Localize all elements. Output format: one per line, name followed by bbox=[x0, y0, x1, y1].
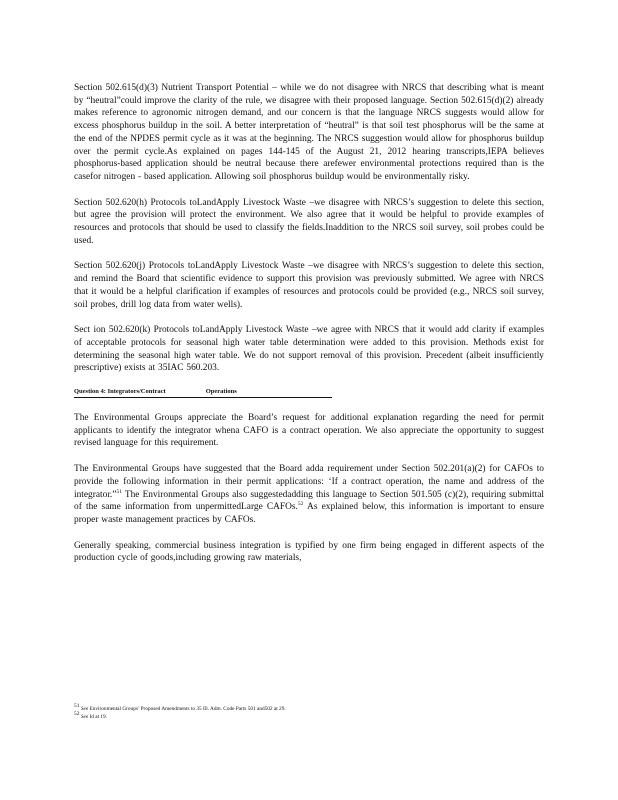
paragraph-appreciate-request: The Environmental Groups appreciate the Board’s request for additional explanation regarding the need for permit applicants to identify the integrator whena CAFO is a contract operation. We also appreciate the opportunity to suggest revised language for this requirement. bbox=[74, 413, 544, 449]
suggested-text-1: The Environmental Groups have suggested that the Board adda requirement under Section 502.201(a)(2) for CAFOs to provide the following information in their permit applications: ‘If a contract operation, the name and address of the integrator.” bbox=[74, 464, 544, 500]
footnote-see: See bbox=[80, 714, 89, 720]
footnote-text: Environmental Groups’ Proposed Amendments to 35 Ill. Adm. Code Parts 501 and502 at 29. bbox=[89, 706, 286, 712]
footnote-text: Id at 19. bbox=[89, 714, 108, 720]
suggested-text-3: As explained below, this information is important to ensure proper waste management practices by CAFOs. bbox=[74, 502, 545, 525]
footnote-ref-51[interactable]: 51 bbox=[116, 488, 122, 495]
footnote-52 bbox=[74, 713, 544, 721]
footnotes bbox=[74, 705, 544, 721]
footnote-number: 51 bbox=[74, 703, 80, 710]
paragraph-protocols-h: Section 502.620(h) Protocols toLandApply Livestock Waste –we disagree with NRCS’s suggestion to delete this section, but agree the provision will protect the environment. We also agree that it would be helpful to provide examples of resources and protocols that should be used to classify the fields.Inaddition to the NRCS soil survey, soil probes could be used. bbox=[74, 197, 544, 246]
paragraph-protocols-k: Sect ion 502.620(k) Protocols toLandApply Livestock Waste –we agree with NRCS that it would add clarity if examples of acceptable protocols for seasonal high water table determination were added to this provision. Methods exist for determining the seasonal high water table. We do not support removal of this provision. Precedent (albeit insufficiently prescriptive) exists at 35IAC 560.203. bbox=[74, 325, 544, 374]
paragraph-nutrient-transport: Section 502.615(d)(3) Nutrient Transport Potential – while we do not disagree with NRCS that describing what is meant by “heutral”could improve the clarity of the rule, we disagree with their proposed language. Section 502.615(d)(2) already makes reference to agronomic nitrogen demand, and our concern is that the language NRCS suggests would allow for excess phosphorus buildup in the soil. A better interpretation of “heutral” is that soil test phosphorus will be the same at the end of the NPDES permit cycle as it was at the beginning. The NRCS suggestion would allow for phosphorus buildup over the permit cycle.As explained on pages 144-145 of the August 21, 2012 hearing transcripts,IEPA believes phosphorus-based application should be neutral because there arefewer environmental protections required than is the casefor nitrogen - based application. Allowing soil phosphorus buildup would be environmentally risky. bbox=[74, 83, 544, 182]
footnote-51 bbox=[74, 705, 544, 713]
footnote-see: See bbox=[80, 706, 89, 712]
footnote-ref-52[interactable]: 52 bbox=[297, 501, 304, 508]
paragraph-suggested-requirement bbox=[74, 463, 544, 527]
heading-left: Question 4: Integrators/Contract bbox=[74, 388, 166, 396]
footnote-number: 52 bbox=[74, 711, 80, 718]
heading-right: Operations bbox=[205, 388, 237, 396]
paragraph-protocols-j: Section 502.620(j) Protocols toLandApply Livestock Waste –we disagree with NRCS’s suggestion to delete this section, and remind the Board that scientific evidence to support this provision was previously submitted. We agree with NRCS that it would be a helpful clarification if examples of resources and protocols could be provided (e.g., NRCS soil survey, soil probes, drill log data from water wells). bbox=[74, 261, 544, 310]
document-body bbox=[74, 82, 544, 578]
section-heading-question-4 bbox=[74, 388, 332, 398]
suggested-text-2: The Environmental Groups also suggestedadding this language to Section 501.505 (c)(2), requiring submittal of the same information from unpermittedLarge CAFOs. bbox=[74, 489, 544, 513]
paragraph-business-integration: Generally speaking, commercial business integration is typified by one firm being engaged in different aspects of the production cycle of goods,including growing raw materials, bbox=[74, 540, 544, 564]
